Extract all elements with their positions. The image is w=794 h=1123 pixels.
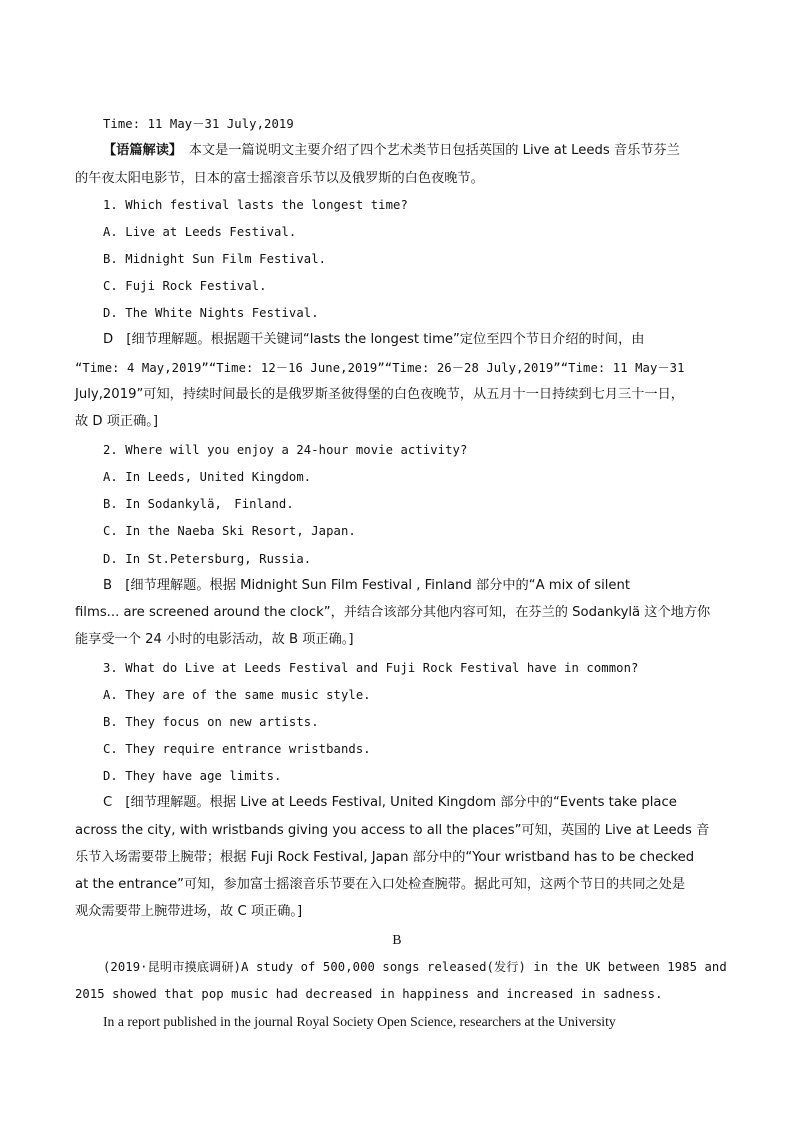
question-2-stem: 2. Where will you enjoy a 24-hour movie activity? (103, 443, 468, 457)
time-line: Time: 11 May－31 July,2019 (103, 117, 294, 131)
section-b-paragraph-1: (2019·昆明市摸底调研)A study of 500,000 songs released(发行) in the UK between 1985 and (103, 960, 727, 974)
question-1-analysis-line-4: 故 D 项正确。] (75, 414, 159, 429)
question-3-stem: 3. What do Live at Leeds Festival and Fuji Rock Festival have in common? (103, 661, 639, 675)
question-3-analysis-line-1: C [细节理解题。根据 Live at Leeds Festival, United Kingdom 部分中的“Events take place (103, 795, 677, 810)
summary-label: 【语篇解读】 (103, 143, 176, 158)
question-1-option-b: B. Midnight Sun Film Festival. (103, 252, 327, 266)
question-3-option-b: B. They focus on new artists. (103, 715, 319, 729)
question-3-analysis-line-2: across the city, with wristbands giving you access to all the places”可知，英国的 Live at Leeds 音 (75, 823, 710, 838)
section-b-label: B (392, 932, 402, 947)
question-2-option-a: A. In Leeds, United Kingdom. (103, 470, 312, 484)
summary-line-2: 的午夜太阳电影节，日本的富士摇滚音乐节以及俄罗斯的白色夜晚节。 (75, 171, 484, 186)
question-1-option-a: A. Live at Leeds Festival. (103, 225, 297, 239)
question-3-analysis-line-5: 观众需要带上腕带进场，故 C 项正确。] (75, 904, 303, 919)
section-b-paragraph-2: 2015 showed that pop music had decreased in happiness and increased in sadness. (75, 987, 663, 1001)
question-2-analysis-line-3: 能享受一个 24 小时的电影活动，故 B 项正确。] (75, 632, 354, 647)
question-1-option-d: D. The White Nights Festival. (103, 306, 319, 320)
question-2-analysis-line-1: B [细节理解题。根据 Midnight Sun Film Festival , Finland 部分中的“A mix of silent (103, 578, 631, 593)
question-3-option-a: A. They are of the same music style. (103, 688, 371, 702)
question-3-analysis-line-3: 乐节入场需要带上腕带；根据 Fuji Rock Festival, Japan 部分中的“Your wristband has to be checked (75, 850, 695, 865)
section-b-paragraph-3: In a report published in the journal Royal Society Open Science, researchers at the University (103, 1014, 616, 1029)
question-2-option-b: B. In Sodankylä, Finland. (103, 497, 294, 511)
question-3-option-d: D. They have age limits. (103, 769, 282, 783)
question-1-analysis-line-2: “Time: 4 May,2019”“Time: 12－16 June,2019”“Time: 26－28 July,2019”“Time: 11 May－31 (75, 361, 685, 375)
question-2-analysis-line-2: films... are screened around the clock”，并结合该部分其他内容可知，在芬兰的 Sodankylä 这个地方你 (75, 605, 711, 620)
question-1-option-c: C. Fuji Rock Festival. (103, 279, 267, 293)
question-2-option-c: C. In the Naeba Ski Resort, Japan. (103, 524, 356, 538)
summary-text-1: 本文是一篇说明文主要介绍了四个艺术类节日包括英国的 Live at Leeds 音乐节芬兰 (175, 143, 680, 158)
question-3-analysis-line-4: at the entrance”可知，参加富士摇滚音乐节要在入口处检查腕带。据此可知，这两个节日的共同之处是 (75, 877, 686, 892)
question-2-option-d: D. In St.Petersburg, Russia. (103, 552, 312, 566)
question-3-option-c: C. They require entrance wristbands. (103, 742, 371, 756)
summary-line-1 (103, 142, 680, 160)
question-1-stem: 1. Which festival lasts the longest time? (103, 198, 408, 212)
question-1-analysis-line-3: July,2019”可知，持续时间最长的是俄罗斯圣彼得堡的白色夜晚节，从五月十一日持续到七月三十一日， (75, 387, 684, 402)
question-1-analysis-line-1: D [细节理解题。根据题干关键词“lasts the longest time”定位至四个节日介绍的时间，由 (103, 332, 645, 347)
